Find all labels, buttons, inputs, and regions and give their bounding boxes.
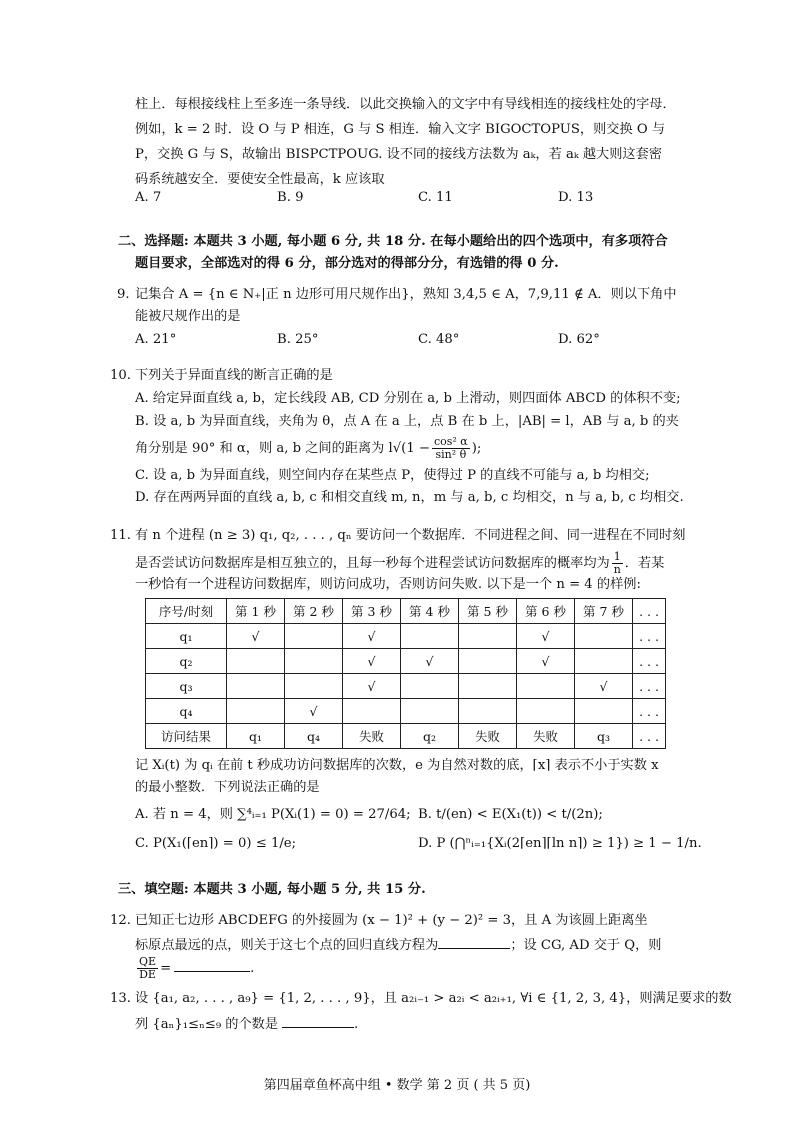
table-cell: q₂ <box>146 649 227 674</box>
q11-fraction-den: n <box>613 563 621 576</box>
table-cell <box>227 674 285 699</box>
table-cell: . . . <box>633 649 666 674</box>
q12-number: 12. <box>110 913 131 928</box>
q8-line-2: 例如，k = 2 时．设 O 与 P 相连，G 与 S 相连．输入文字 BIGOCTOPUS，则交换 O 与 <box>135 122 666 137</box>
table-cell <box>401 624 459 649</box>
table-header-row <box>146 599 666 624</box>
table-cell: √ <box>343 674 401 699</box>
q10-b-text: 角分别是 90° 和 α，则 a, b 之间的距离为 l√(1 − <box>135 441 430 456</box>
table-cell: q₁ <box>146 624 227 649</box>
table-cell: q₁ <box>227 724 285 749</box>
answer-blank-3[interactable] <box>282 1015 354 1028</box>
table-cell <box>575 699 633 724</box>
q12-line-3 <box>135 956 254 981</box>
q13-line-2-text: 列 {aₙ}₁≤ₙ≤₉ 的个数是 <box>135 1017 279 1032</box>
table-cell <box>575 624 633 649</box>
table-cell: . . . <box>633 674 666 699</box>
q12-line-1: 已知正七边形 ABCDEFG 的外接圆为 (x − 1)² + (y − 2)² = 3，且 A 为该圆上距离坐 <box>135 913 648 928</box>
q13-line-1: 设 {a₁, a₂, . . . , a₉} = {1, 2, . . . , 9}，且 a₂ᵢ₋₁ > a₂ᵢ < a₂ᵢ₊₁, ∀i ∈ {1, 2, 3, 4}，则满足要求的数 <box>135 991 732 1006</box>
section-2-heading-cont: 题目要求，全部选对的得 6 分，部分选对的得部分分，有选错的得 0 分. <box>135 256 559 271</box>
table-cell: q₄ <box>285 724 343 749</box>
table-cell <box>575 649 633 674</box>
q12-ratio-fraction <box>137 956 158 981</box>
table-cell <box>285 674 343 699</box>
table-cell: √ <box>285 699 343 724</box>
q8-line-3: P，交换 G 与 S，故输出 BISPCTPOUG. 设不同的接线方法数为 aₖ，若 aₖ 越大则这套密 <box>135 147 662 162</box>
table-cell <box>401 699 459 724</box>
table-cell: . . . <box>633 624 666 649</box>
q13-end: . <box>354 1017 359 1032</box>
q8-option-a: A. 7 <box>135 190 162 205</box>
table-cell: 失败 <box>343 724 401 749</box>
table-cell: 访问结果 <box>146 724 227 749</box>
table-cell: √ <box>575 674 633 699</box>
q10-stem: 下列关于异面直线的断言正确的是 <box>135 368 333 383</box>
table-cell: . . . <box>633 724 666 749</box>
table-header-cell: 序号/时刻 <box>146 599 227 624</box>
q10-b-end: ); <box>471 441 482 456</box>
q11-line-2-text: 是否尝试访问数据库是相互独立的，且每一秒每个进程尝试访问数据库的概率均为 <box>135 556 610 571</box>
table-cell <box>285 624 343 649</box>
q11-number: 11. <box>110 528 131 543</box>
table-cell: √ <box>343 649 401 674</box>
table-header-cell: 第 1 秒 <box>227 599 285 624</box>
q11-option-d: D. P (⋂ⁿᵢ₌₁{Xᵢ(2⌈en⌉⌈ln n⌉) ≥ 1}) ≥ 1 − 1/n. <box>418 836 702 851</box>
table-header-cell: 第 3 秒 <box>343 599 401 624</box>
q13-line-2 <box>135 1015 358 1034</box>
q10-fraction <box>432 436 470 461</box>
q12-equals: = <box>160 961 172 976</box>
table-row <box>146 624 666 649</box>
answer-blank-1[interactable] <box>438 936 510 949</box>
table-cell: q₃ <box>146 674 227 699</box>
q11-option-b: B. t/(en) < E(X₁(t)) < t/(2n); <box>418 807 603 822</box>
q12-line-2-end: ；设 CG, AD 交于 Q，则 <box>510 938 662 953</box>
table-cell <box>517 699 575 724</box>
table-header-cell: 第 4 秒 <box>401 599 459 624</box>
process-table <box>145 598 666 749</box>
table-cell: q₂ <box>401 724 459 749</box>
q8-line-1: 柱上．每根接线柱上至多连一条导线．以此交换输入的文字中有导线相连的接线柱处的字母． <box>135 97 676 112</box>
q12-line-2-text: 标原点最远的点，则关于这七个点的回归直线方程为 <box>135 938 439 953</box>
q11-probability-fraction <box>612 551 623 576</box>
q11-line-2 <box>135 551 664 576</box>
q10-number: 10. <box>110 368 131 383</box>
q9-line-2: 能被尺规作出的是 <box>135 309 241 324</box>
table-cell: 失败 <box>517 724 575 749</box>
q9-number: 9. <box>117 287 130 302</box>
table-cell <box>401 674 459 699</box>
table-cell <box>285 649 343 674</box>
table-row <box>146 674 666 699</box>
page-footer: 第四届章鱼杯高中组 • 数学 第 2 页 ( 共 5 页) <box>263 1078 531 1093</box>
q10-option-b-line-2 <box>135 436 481 461</box>
q10-option-d: D. 存在两两异面的直线 a, b, c 和相交直线 m, n，m 与 a, b, c 均相交，n 与 a, b, c 均相交. <box>135 490 684 505</box>
q8-option-d: D. 13 <box>558 190 594 205</box>
q11-line-2-end: ．若某 <box>624 556 665 571</box>
table-cell <box>343 699 401 724</box>
table-cell: 失败 <box>459 724 517 749</box>
table-cell: . . . <box>633 699 666 724</box>
q10-fraction-num: cos² α <box>433 435 468 448</box>
q10-option-b-line-1: B. 设 a, b 为异面直线，夹角为 θ，点 A 在 a 上，点 B 在 b 上，|AB| = l，AB 与 a, b 的夹 <box>135 414 679 429</box>
q11-after-2: 的最小整数．下列说法正确的是 <box>135 780 320 795</box>
table-cell: q₃ <box>575 724 633 749</box>
q10-option-a: A. 给定异面直线 a, b，定长线段 AB, CD 分别在 a, b 上滑动，则四面体 ABCD 的体积不变; <box>135 391 681 406</box>
table-cell <box>459 699 517 724</box>
q10-fraction-den: sin² θ <box>435 448 467 461</box>
section-3-heading: 三、填空题: 本题共 3 小题, 每小题 5 分, 共 15 分. <box>118 882 426 897</box>
table-cell <box>227 699 285 724</box>
q13-number: 13. <box>110 991 131 1006</box>
table-cell <box>459 649 517 674</box>
q11-line-1: 有 n 个进程 (n ≥ 3) q₁, q₂, . . . , qₙ 要访问一个数据库．不同进程之间、同一进程在不同时刻 <box>135 528 686 543</box>
q11-option-a: A. 若 n = 4，则 ∑⁴ᵢ₌₁ P(Xᵢ(1) = 0) = 27/64; <box>135 807 411 822</box>
table-row <box>146 699 666 724</box>
table-row <box>146 649 666 674</box>
q12-ratio-num: QE <box>139 955 157 968</box>
table-cell <box>227 649 285 674</box>
section-2-heading: 二、选择题: 本题共 3 小题, 每小题 6 分, 共 18 分. 在每小题给出的四个选项中，有多项符合 <box>118 234 668 249</box>
table-cell <box>517 674 575 699</box>
q9-line-1: 记集合 A = {n ∈ N₊|正 n 边形可用尺规作出}，熟知 3,4,5 ∈ A，7,9,11 ∉ A．则以下角中 <box>135 287 677 302</box>
q8-line-4: 码系统越安全．要使安全性最高，k 应该取 <box>135 172 385 187</box>
table-cell: q₄ <box>146 699 227 724</box>
table-cell <box>459 674 517 699</box>
table-header-cell: 第 6 秒 <box>517 599 575 624</box>
table-cell <box>459 624 517 649</box>
q9-option-d: D. 62° <box>558 332 600 347</box>
q11-line-3: 一秒恰有一个进程访问数据库，则访问成功，否则访问失败. 以下是一个 n = 4 的样例: <box>135 577 641 592</box>
table-cell: √ <box>343 624 401 649</box>
q9-option-a: A. 21° <box>135 332 177 347</box>
table-cell: √ <box>517 624 575 649</box>
answer-blank-2[interactable] <box>174 959 250 972</box>
table-row <box>146 724 666 749</box>
q11-fraction-num: 1 <box>613 550 621 563</box>
q12-line-2 <box>135 936 661 955</box>
q8-option-b: B. 9 <box>277 190 304 205</box>
q12-ratio-den: DE <box>139 968 156 981</box>
q9-option-c: C. 48° <box>418 332 460 347</box>
table-cell: √ <box>401 649 459 674</box>
table-header-cell: 第 5 秒 <box>459 599 517 624</box>
table-header-cell: 第 7 秒 <box>575 599 633 624</box>
table-cell: √ <box>517 649 575 674</box>
q10-option-c: C. 设 a, b 为异面直线，则空间内存在某些点 P，使得过 P 的直线不可能与 a, b 均相交; <box>135 468 650 483</box>
q11-option-c: C. P(X₁(⌈en⌉) = 0) ≤ 1/e; <box>135 836 297 851</box>
table-header-cell: . . . <box>633 599 666 624</box>
q8-option-c: C. 11 <box>418 190 453 205</box>
q12-end: . <box>250 961 255 976</box>
q9-option-b: B. 25° <box>277 332 319 347</box>
q11-after-1: 记 Xᵢ(t) 为 qᵢ 在前 t 秒成功访问数据库的次数，e 为自然对数的底，⌈x⌉ 表示不小于实数 x <box>135 758 659 773</box>
table-cell: √ <box>227 624 285 649</box>
table-header-cell: 第 2 秒 <box>285 599 343 624</box>
